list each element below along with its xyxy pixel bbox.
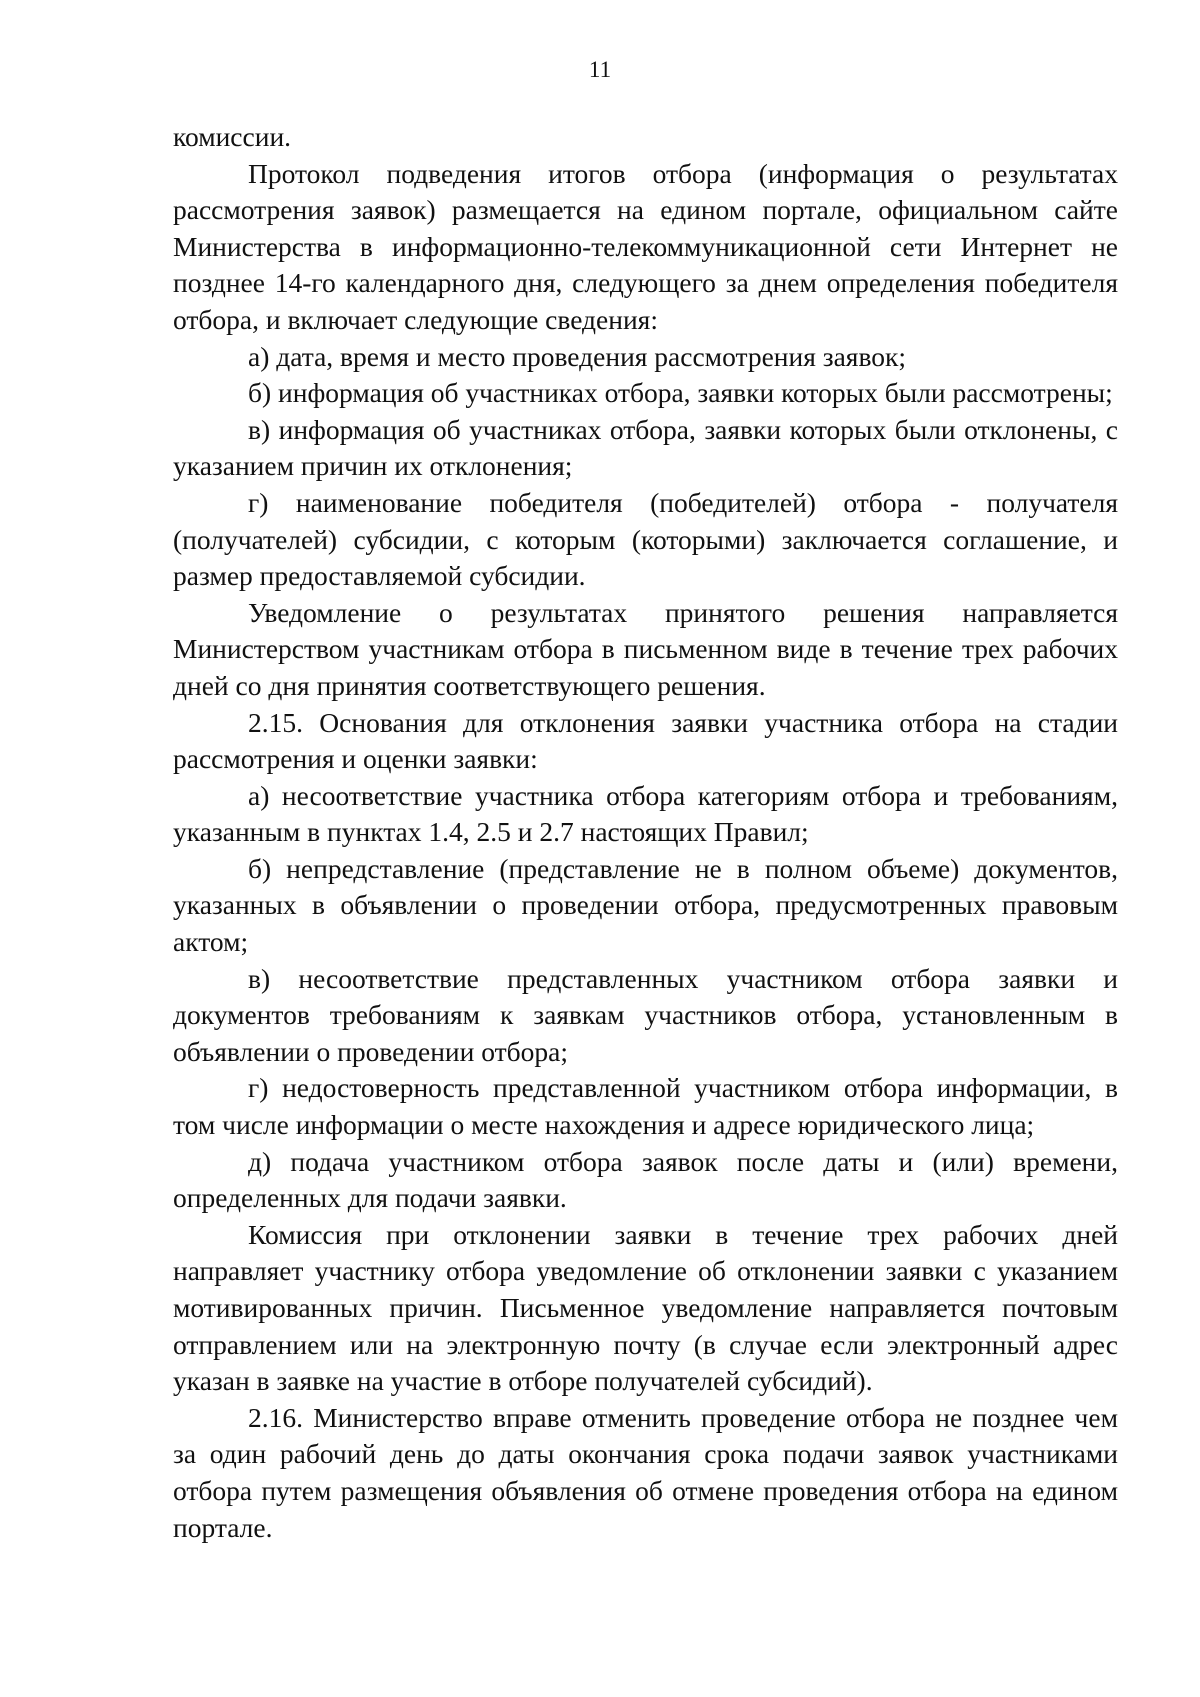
- paragraph-continuation: комиссии.: [173, 121, 292, 152]
- paragraph-notification: Уведомление о результатах принятого решения направляется Министерством участникам отбора в письменном виде в течение трех рабочих дней со дня принятия соответствующего решения.: [173, 596, 1118, 701]
- rejection-item-a: а) несоответствие участника отбора категориям отбора и требованиям, указанным в пунктах 1.4, 2.5 и 2.7 настоящих Правил;: [173, 779, 1118, 848]
- section-2-15: 2.15. Основания для отклонения заявки участника отбора на стадии рассмотрения и оценки заявки:: [173, 706, 1118, 775]
- section-2-16: 2.16. Министерство вправе отменить проведение отбора не позднее чем за один рабочий день до даты окончания срока подачи заявок участниками отбора путем размещения объявления об отмене проведения отбора на едином портале.: [173, 1401, 1118, 1543]
- list-item-b: б) информация об участниках отбора, заявки которых были рассмотрены;: [248, 377, 1113, 409]
- paragraph-commission: Комиссия при отклонении заявки в течение трех рабочих дней направляет участнику отбора уведомление об отклонении заявки с указанием мотивированных причин. Письменное уведомление направляется почтовым отправлением или на электронную почту (в случае если электронный адрес указан в заявке на участие в отборе получателей субсидий).: [173, 1218, 1118, 1397]
- list-item-a: а) дата, время и место проведения рассмотрения заявок;: [248, 340, 906, 372]
- list-item-g: г) наименование победителя (победителей) отбора - получателя (получателей) субсидии, с которым (которыми) заключается соглашение, и размер предоставляемой субсидии.: [173, 486, 1118, 592]
- rejection-item-d: д) подача участником отбора заявок после даты и (или) времени, определенных для подачи заявки.: [173, 1145, 1118, 1214]
- paragraph-protocol: Протокол подведения итогов отбора (информация о результатах рассмотрения заявок) размещается на едином портале, официальном сайте Министерства в информационно-телекоммуникационной сети Интернет не позднее 14-го календарного дня, следующего за днем определения победителя отбора, и включает следующие сведения:: [173, 157, 1118, 335]
- rejection-item-v: в) несоответствие представленных участником отбора заявки и документов требованиям к заявкам участников отбора, установленным в объявлении о проведении отбора;: [173, 962, 1118, 1067]
- document-body: [173, 119, 1118, 1546]
- page-number: 11: [588, 57, 612, 82]
- list-item-v: в) информация об участниках отбора, заявки которых были отклонены, с указанием причин их отклонения;: [173, 413, 1118, 482]
- rejection-item-g: г) недостоверность представленной участником отбора информации, в том числе информации о месте нахождения и адресе юридического лица;: [173, 1072, 1118, 1141]
- rejection-item-b: б) непредставление (представление не в полном объеме) документов, указанных в объявлении о проведении отбора, предусмотренных правовым актом;: [173, 852, 1118, 958]
